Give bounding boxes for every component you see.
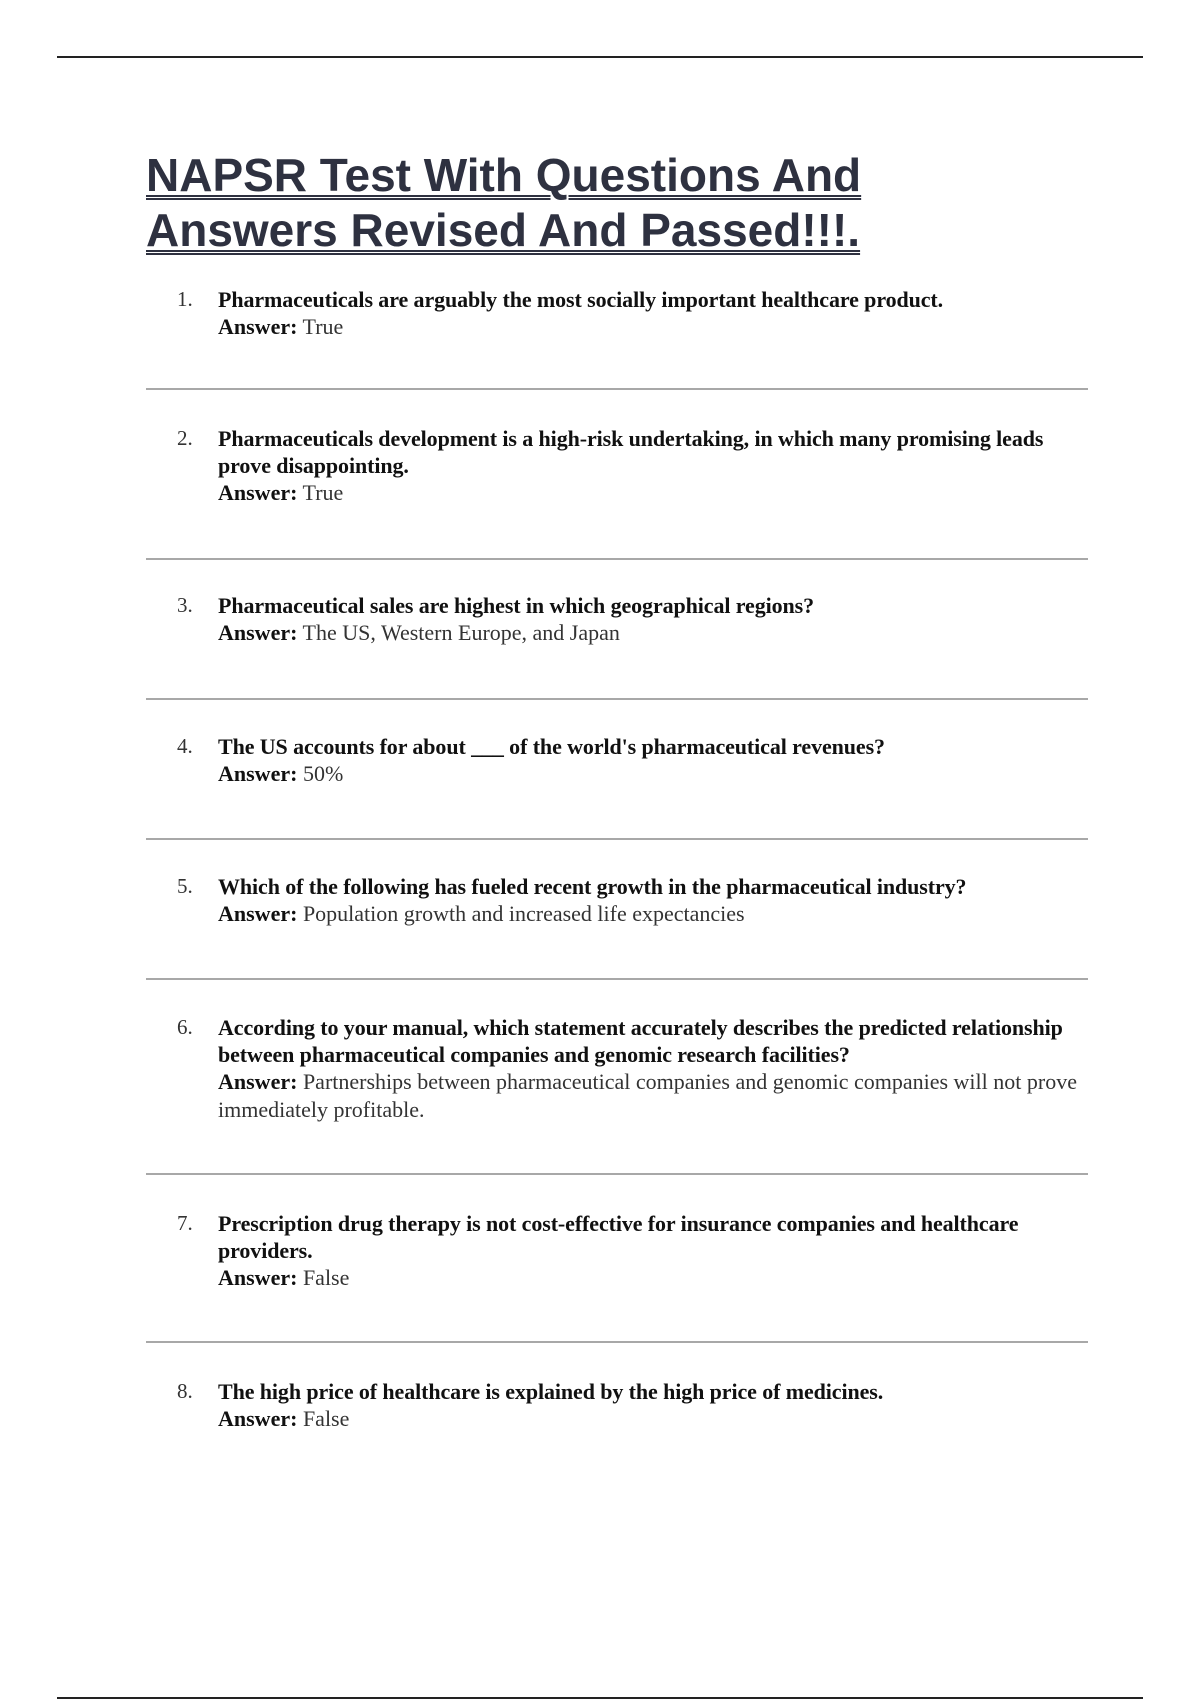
divider	[146, 978, 1088, 980]
answer-text: True	[302, 314, 344, 339]
question-text: Prescription drug therapy is not cost-effective for insurance companies and healthcare providers.	[218, 1211, 1019, 1263]
question-text: The high price of healthcare is explained by the high price of medicines.	[218, 1379, 884, 1404]
answer-label: Answer:	[218, 480, 298, 505]
question-text: Pharmaceuticals development is a high-risk undertaking, in which many promising leads prove disappointing.	[218, 426, 1044, 478]
answer-label: Answer:	[218, 1069, 298, 1094]
answer-line	[218, 479, 1088, 507]
question-text: Which of the following has fueled recent growth in the pharmaceutical industry?	[218, 874, 967, 899]
item-number: 4.	[177, 734, 193, 758]
answer-label: Answer:	[218, 901, 298, 926]
answer-label: Answer:	[218, 1265, 298, 1290]
question-text: Pharmaceuticals are arguably the most socially important healthcare product.	[218, 287, 944, 312]
answer-text: False	[302, 1265, 350, 1290]
divider	[146, 838, 1088, 840]
answer-label: Answer:	[218, 314, 298, 339]
item-number: 5.	[177, 874, 193, 898]
divider	[146, 1173, 1088, 1175]
item-number: 2.	[177, 426, 193, 450]
answer-line	[218, 760, 1088, 788]
page-bottom-rule	[57, 1697, 1143, 1699]
answer-label: Answer:	[218, 1406, 298, 1431]
answer-line	[218, 313, 1088, 341]
divider	[146, 1341, 1088, 1343]
answer-text: Partnerships between pharmaceutical companies and genomic companies will not prove immediately profitable.	[218, 1069, 1077, 1122]
answer-text: True	[302, 480, 344, 505]
answer-line	[218, 1264, 1088, 1292]
answer-line	[218, 900, 1088, 928]
divider	[146, 388, 1088, 390]
answer-line	[218, 1068, 1088, 1124]
item-number: 6.	[177, 1015, 193, 1039]
page-title: NAPSR Test With Questions And Answers Revised And Passed!!!.	[146, 149, 862, 256]
answer-line	[218, 619, 1088, 647]
item-number: 1.	[177, 287, 193, 311]
answer-text: Population growth and increased life expectancies	[302, 901, 745, 926]
divider	[146, 698, 1088, 700]
answer-text: The US, Western Europe, and Japan	[302, 620, 620, 645]
question-text: Pharmaceutical sales are highest in which geographical regions?	[218, 593, 815, 618]
item-number: 3.	[177, 593, 193, 617]
question-text: The US accounts for about ___ of the world's pharmaceutical revenues?	[218, 734, 885, 759]
answer-text: False	[302, 1406, 350, 1431]
item-number: 7.	[177, 1211, 193, 1235]
item-number: 8.	[177, 1379, 193, 1403]
answer-label: Answer:	[218, 620, 298, 645]
answer-text: 50%	[302, 761, 344, 786]
divider	[146, 558, 1088, 560]
answer-label: Answer:	[218, 761, 298, 786]
question-text: According to your manual, which statement accurately describes the predicted relationship between pharmaceutical companies and genomic research facilities?	[218, 1015, 1063, 1067]
answer-line	[218, 1405, 1088, 1433]
